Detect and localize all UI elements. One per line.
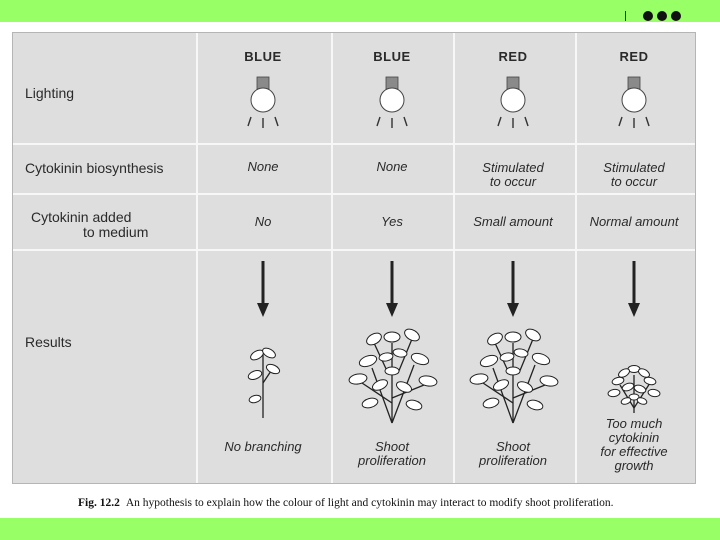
cell-biosynthesis: None — [376, 159, 408, 174]
cell-result: Too much cytokinin for effective growth — [600, 416, 668, 473]
cell-result: Shoot proliferation — [479, 439, 547, 468]
light-bulb-icon — [493, 77, 533, 137]
plant-drawing — [213, 313, 313, 433]
down-arrow-icon — [626, 261, 642, 321]
cell-cytokinin-added: Normal amount — [589, 214, 679, 229]
dot-icon — [657, 11, 667, 21]
light-bulb-icon — [614, 77, 654, 137]
column-header-light: BLUE — [244, 49, 282, 64]
cell-result: Shoot proliferation — [358, 439, 426, 468]
cell-cytokinin-added: Yes — [381, 214, 403, 229]
down-arrow-icon — [255, 261, 271, 321]
row-label-lighting: Lighting — [25, 85, 75, 101]
row-label-added: Cytokinin added — [31, 209, 132, 225]
row-label-biosynthesis: Cytokinin biosynthesis — [25, 160, 164, 176]
down-arrow-icon — [505, 261, 521, 321]
dot-icon — [643, 11, 653, 21]
cell-biosynthesis: None — [247, 159, 279, 174]
figure-caption — [78, 497, 678, 509]
column-header-light: BLUE — [373, 49, 411, 64]
light-bulb-icon — [372, 77, 412, 137]
caption-text: An hypothesis to explain how the colour of light and cytokinin may interact to modify shoot proliferation. — [125, 497, 614, 509]
figure-table — [12, 32, 696, 484]
cell-result: No branching — [224, 439, 302, 454]
plant-drawing — [584, 313, 684, 433]
cell-cytokinin-added: No — [254, 214, 272, 229]
down-arrow-icon — [384, 261, 400, 321]
cell-cytokinin-added: Small amount — [473, 214, 553, 229]
column-header-light: RED — [619, 49, 649, 64]
cell-biosynthesis: Stimulated to occur — [603, 160, 665, 189]
dot-icon — [671, 11, 681, 21]
plant-drawing — [463, 313, 563, 433]
cell-biosynthesis: Stimulated to occur — [482, 160, 544, 189]
top-accent-band — [0, 0, 720, 22]
caption-label: Fig. 12.2 — [78, 497, 120, 509]
row-label-added-2: to medium — [83, 224, 149, 240]
plant-drawing — [342, 313, 442, 433]
bottom-accent-band — [0, 518, 720, 540]
light-bulb-icon — [243, 77, 283, 137]
column-header-light: RED — [498, 49, 528, 64]
row-label-results: Results — [25, 334, 72, 350]
